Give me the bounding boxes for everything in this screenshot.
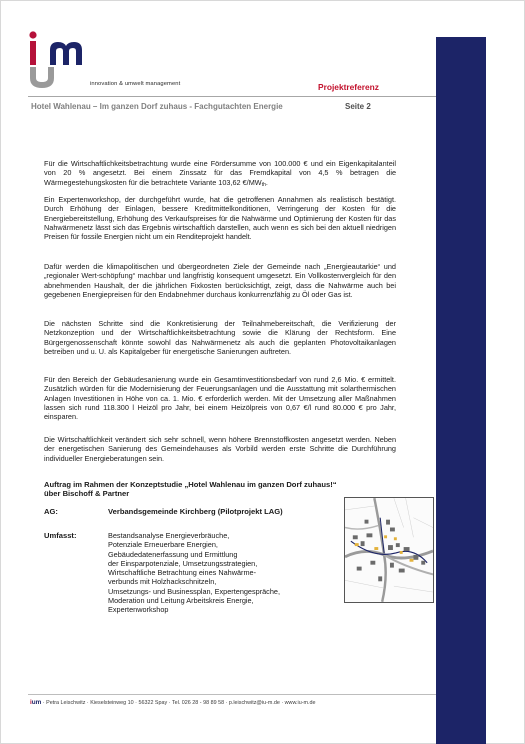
- client-value: Verbandsgemeinde Kirchberg (Pilotprojekt LAG): [108, 507, 283, 516]
- scope-item: Bestandsanalyse Energieverbräuche,: [108, 531, 230, 540]
- client-label: AG:: [44, 507, 58, 516]
- header-divider: [28, 96, 436, 97]
- page-number: Seite 2: [345, 102, 371, 111]
- paragraph-economics: [44, 159, 396, 190]
- navy-side-bar: [436, 37, 486, 744]
- paragraph-next-steps: Die nächsten Schritte sind die Konkretisierung der Teilnahmebereitschaft, die Verifizierung der Netzkonzeption und der Wirtschaftlichkeitsbetrachtung sowie die Klärung der Rechtsform. Eine Bürgergenossenschaft könnte sowohl das Nahwärmenetz als auch die geplanten Photovoltaikanlagen betreiben und u. U. als Kapitalgeber für energetische Sanierungen auftreten.: [44, 319, 396, 356]
- unit-subscript: th: [261, 181, 266, 188]
- site-map-drawing: [345, 498, 433, 602]
- footer-divider: [28, 694, 436, 695]
- footer-brand-um: um: [31, 699, 42, 706]
- paragraph-workshop: Ein Expertenworkshop, der durchgeführt wurde, hat die getroffenen Annahmen als realistisch bestätigt. Durch Erhöhung der Einlagen, bessere Kreditmittelkonditionen, Verringerung der Kosten für die Energiebereitstellung, Erhöhung des Verkaufspreises für die Nahwärme und Optimierung der Kosten für das Nahwärmenetz lässt sich das Ergebnis wirtschaftlich darstellen, auch wenn es sich bei den aktuell niedrigen Preisen für fossile Energien nicht um ein Renditeprojekt handelt.: [44, 195, 396, 242]
- paragraph-outlook: Die Wirtschaftlichkeit verändert sich sehr schnell, wenn höhere Brennstoffkosten angesetzt werden. Neben der energetischen Sanierung des Gemeindehauses als Vorbild werden erste Schritte die Durchführung individueller Energieberatungen sein.: [44, 435, 396, 463]
- commission-line-1: Auftrag im Rahmen der Konzeptstudie „Hotel Wahlenau im ganzen Dorf zuhaus!“: [44, 480, 337, 489]
- village-site-map: [344, 497, 434, 603]
- scope-label: Umfasst:: [44, 531, 77, 540]
- scope-item: Wirtschaftliche Betrachtung eines Nahwärme-: [108, 568, 257, 578]
- commission-heading: [44, 480, 404, 499]
- paragraph-goals: Dafür werden die klimapolitischen und übergeordneten Ziele der Gemeinde nach „Energieautarkie“ und „regionaler Wert-schöpfung“ machbar und langfristig konsequent umgesetzt. Ein Vollkostenvergleich für den abnehmenden Haushalt, der die jährlichen Fixkosten berücksichtigt, zeigt, dass die Nahwärme auch bei gegebenen Energiepreisen für den Endabnehmer durchaus konkurrenzfähig zu Öl oder Gas ist.: [44, 262, 396, 299]
- document-title: Hotel Wahlenau – Im ganzen Dorf zuhaus - Fachgutachten Energie: [31, 102, 283, 111]
- scope-item: Gebäudedatenerfassung und Ermittlung: [108, 549, 238, 559]
- paragraph-economics-end: .: [265, 177, 268, 187]
- header-label: Projektreferenz: [318, 82, 379, 92]
- paragraph-renovation: Für den Bereich der Gebäudesanierung wurde ein Gesamtinvestitionsbedarf von rund 2,6 Mio. € ermittelt. Zusätzlich würden für die Modernisierung der Feuerungsanlagen und die Ausstattung mit solarthermischen Anlagen Investitionen in Höhe von ca. 1. Mio. € erforderlich werden. Mit der Umsetzung aller Maßnahmen lassen sich rund 118.300 l Heizöl pro Jahr, bei einem Heizölpreis von 0,67 €/l rund 80.000 € pro Jahr, einsparen.: [44, 375, 396, 422]
- logo-tagline: innovation & umwelt management: [90, 81, 181, 87]
- scope-item: Umsetzungs- und Businessplan, Expertengespräche,: [108, 586, 280, 596]
- ium-logo-mark: [26, 30, 86, 90]
- scope-item: Potenziale Erneuerbare Energien,: [108, 540, 218, 550]
- footer-brand-i: i: [30, 699, 32, 706]
- commission-line-2: über Bischoff & Partner: [44, 489, 130, 499]
- ium-logo: [26, 30, 186, 92]
- scope-item: verbunds mit Holzhackschnitzeln,: [108, 577, 217, 587]
- scope-item: Moderation und Leitung Arbeitskreis Energie,: [108, 596, 254, 606]
- footer: [30, 699, 316, 706]
- scope-item: Expertenworkshop: [108, 605, 169, 615]
- footer-brand: [30, 699, 41, 706]
- paragraph-economics-text: Für die Wirtschaftlichkeitsbetrachtung wurde eine Fördersumme von 100.000 € und ein Eigenkapitalanteil von 20 % angesetzt. Bei einem Zinssatz für das Fremdkapital von 4,5 % betragen die Wärmegestehungskosten für die betrachtete Variante 103,62 €/MW: [44, 159, 396, 187]
- scope-list: [108, 531, 338, 615]
- scope-item: der Einsparpotenziale, Umsetzungsstrategien,: [108, 558, 258, 568]
- footer-contact: · Petra Leischwitz · Kieselsteinweg 10 · 56322 Spay · Tel. 026 28 - 98 89 58 · p.leischwitz@iu-m.de · www.iu-m.de: [42, 700, 316, 706]
